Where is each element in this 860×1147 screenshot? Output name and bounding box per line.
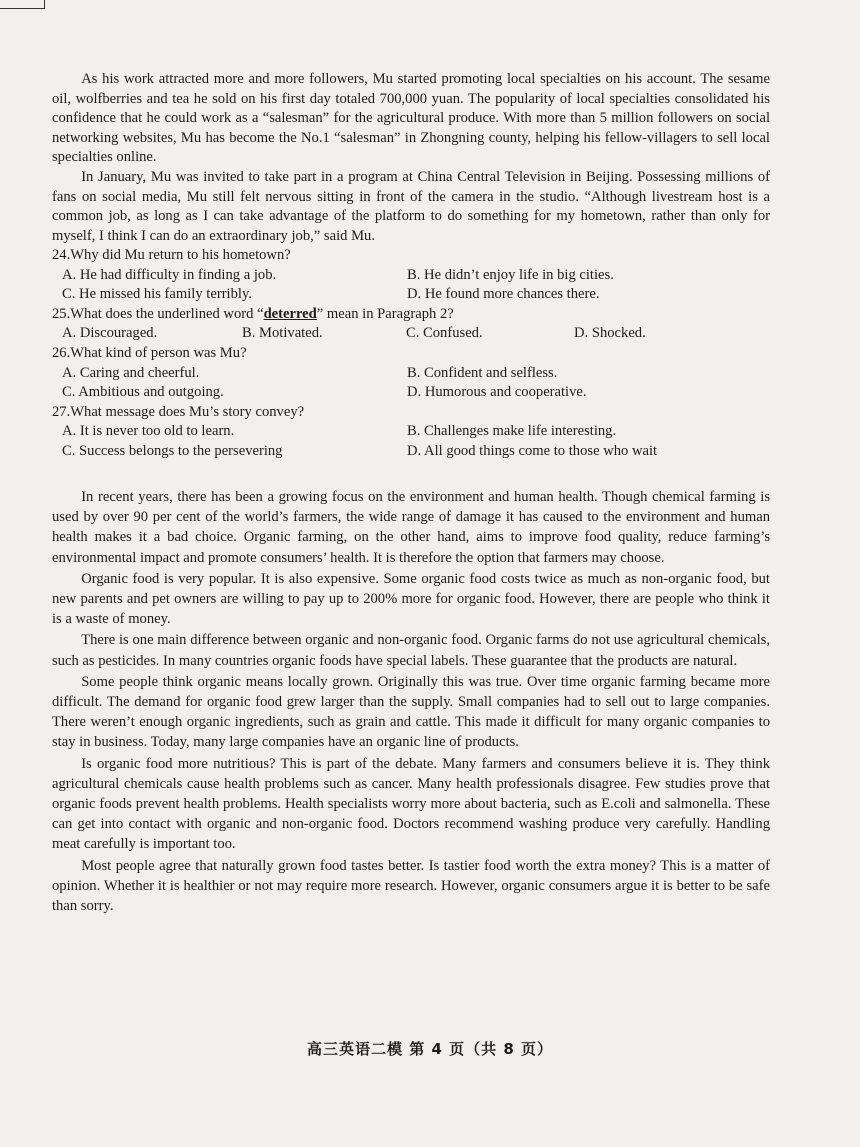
paragraph: In recent years, there has been a growing focus on the environment and human health. Though chemical farming is used by over 90 per cent of the world’s farmers, the wide range of damage it has caused to the environment and human health makes it a bad choice. Organic farming, on the other hand, aims to improve food quality, reduce farming’s environmental impact and promote consumers’ health. It is therefore the option that farmers may choose. (52, 489, 770, 566)
question-26 (52, 344, 770, 403)
question-stem (52, 305, 770, 325)
option-b: B. Confident and selfless. (407, 364, 558, 381)
page-footer: 高三英语二模 第 4 页（共 8 页） (307, 1040, 553, 1058)
crop-mark (0, 0, 45, 9)
option-a: A. It is never too old to learn. (62, 423, 235, 440)
option-d: D. Shocked. (574, 325, 646, 342)
question-24 (52, 246, 770, 305)
option-c: C. Confused. (406, 325, 483, 342)
option-c: C. He missed his family terribly. (62, 286, 252, 303)
paragraph: Organic food is very popular. It is also expensive. Some organic food costs twice as much as non-organic food, but new parents and pet owners are willing to pay up to 200% more for organic food. However, there are people who think it is a waste of money. (52, 570, 770, 628)
option-b: B. Motivated. (242, 325, 323, 342)
option-c: C. Ambitious and outgoing. (62, 384, 224, 401)
option-d: D. All good things come to those who wait (407, 442, 658, 459)
paragraph: Most people agree that naturally grown food tastes better. Is tastier food worth the extra money? This is a matter of opinion. Whether it is healthier or not may require more research. However, organic consumers argue it is better to be safe than sorry. (52, 857, 770, 915)
passage-c (52, 70, 770, 246)
question-number: 24. (52, 247, 71, 263)
paragraph: There is one main difference between organic and non-organic food. Organic farms do not use agricultural chemicals, such as pesticides. In many countries organic foods have special labels. These guarantee that the products are natural. (52, 632, 770, 669)
paragraph: Is organic food more nutritious? This is part of the debate. Many farmers and consumers believe it is. They think agricultural chemicals cause health problems such as cancer. Many health professionals disagree. Few studies prove that organic foods prevent health problems. Health specialists worry more about bacteria, such as E.coli and salmonella. These can get into contact with organic and non-organic food. Doctors recommend washing produce very carefully. Handling meat carefully is important too. (52, 755, 770, 853)
question-number: 25. (52, 305, 71, 322)
question-list (52, 246, 770, 462)
question-27 (52, 403, 770, 462)
question-text: ” mean in Paragraph 2? (316, 305, 454, 322)
options (52, 266, 770, 305)
option-d: D. Humorous and cooperative. (407, 384, 587, 401)
question-number: 26. (52, 344, 71, 361)
question-text: What kind of person was Mu? (70, 344, 247, 361)
question-stem (52, 344, 770, 364)
paragraph: Some people think organic means locally grown. Originally this was true. Over time organic farming became more difficult. The demand for organic food grew larger than the supply. Small companies had to sell out to large companies. There weren’t enough organic ingredients, such as grain and cattle. This made it difficult for many organic companies to stay in business. Today, many large companies have an organic line of products. (52, 673, 770, 751)
passage-d (52, 487, 770, 917)
question-25 (52, 305, 770, 344)
option-a: A. Caring and cheerful. (62, 364, 200, 381)
question-text: What does the underlined word “ (70, 305, 264, 322)
question-stem (52, 403, 770, 423)
question-text: What message does Mu’s story convey? (70, 403, 305, 420)
option-b: B. He didn’t enjoy life in big cities. (407, 266, 614, 283)
underlined-word: deterred (263, 305, 317, 322)
options (52, 324, 770, 344)
paragraph: As his work attracted more and more followers, Mu started promoting local specialties on his account. The sesame oil, wolfberries and tea he sold on his first day totaled 700,000 yuan. The popularity of local specialties consolidated his confidence that he could work as a “salesman” for the agricultural produce. With more than 5 million followers on social networking websites, Mu has become the No.1 “salesman” in Zhongning county, helping his fellow-villagers to sell local specialties online. (52, 71, 770, 166)
question-stem (52, 246, 770, 266)
question-number: 27. (52, 403, 71, 420)
option-d: D. He found more chances there. (407, 286, 600, 303)
option-b: B. Challenges make life interesting. (407, 423, 617, 440)
question-text: Why did Mu return to his hometown? (70, 247, 291, 263)
option-c: C. Success belongs to the persevering (62, 442, 283, 459)
option-a: A. He had difficulty in finding a job. (62, 266, 277, 283)
options (52, 364, 770, 403)
paragraph: In January, Mu was invited to take part in a program at China Central Television in Beijing. Possessing millions of fans on social media, Mu still felt nervous sitting in front of the camera in the studio. “Although livestream host is a common job, as long as I can take advantage of the platform to do something for my hometown, rather than only for myself, I think I can do an extraordinary job,” said Mu. (52, 168, 770, 244)
options (52, 422, 770, 461)
option-a: A. Discouraged. (62, 325, 158, 342)
